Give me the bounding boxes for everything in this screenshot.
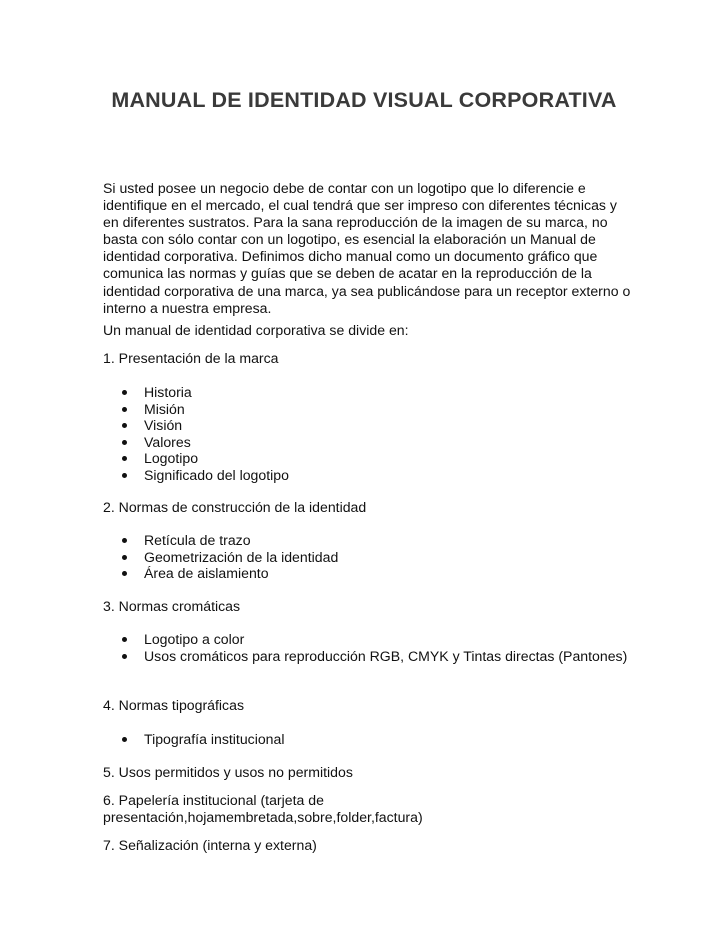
bullet-icon — [122, 456, 127, 461]
section-heading: 5. Usos permitidos y usos no permitidos — [103, 764, 353, 780]
list-item: Significado del logotipo — [103, 467, 631, 484]
bullet-icon — [122, 555, 127, 560]
list-item: Valores — [103, 434, 631, 451]
list-item: Retícula de trazo — [103, 532, 631, 549]
intro-paragraph: Si usted posee un negocio debe de contar con un logotipo que lo diferencie e identifique en el mercado, el cual tendrá que ser impreso con diferentes técnicas y en diferentes sustratos. Para la sana reproducción de la imagen de su marca, no basta con sólo contar con un logotipo, es esencial la elaboración un Manual de identidad corporativa. Definimos dicho manual como un documento gráfico que comunica las normas y guías que se deben de acatar en la reproducción de la identidad corporativa de una marca, ya sea publicándose para un receptor externo o interno a nuestra empresa. — [103, 180, 631, 316]
list-item: Logotipo — [103, 450, 631, 467]
divides-intro: Un manual de identidad corporativa se divide en: — [103, 322, 409, 338]
document-title: MANUAL DE IDENTIDAD VISUAL CORPORATIVA — [111, 88, 617, 112]
bullet-icon — [122, 571, 127, 576]
bullet-icon — [122, 473, 127, 478]
section-heading: 1. Presentación de la marca — [103, 350, 279, 366]
bullet-icon — [122, 654, 127, 659]
list-item: Visión — [103, 417, 631, 434]
list-item: Logotipo a color — [103, 631, 631, 648]
list-item: Usos cromáticos para reproducción RGB, CMYK y Tintas directas (Pantones) — [103, 648, 631, 665]
list-item: Tipografía institucional — [103, 731, 631, 748]
bullet-icon — [122, 423, 127, 428]
bullet-icon — [122, 390, 127, 395]
section-heading: 2. Normas de construcción de la identidad — [103, 499, 367, 515]
bullet-list — [103, 731, 631, 748]
bullet-icon — [122, 538, 127, 543]
bullet-icon — [122, 407, 127, 412]
section-heading: 6. Papelería institucional (tarjeta de presentación,hojamembretada,sobre,folder,factura) — [103, 792, 423, 826]
section-heading: 3. Normas cromáticas — [103, 598, 241, 614]
list-item: Misión — [103, 401, 631, 418]
bullet-icon — [122, 637, 127, 642]
list-item: Área de aislamiento — [103, 565, 631, 582]
bullet-list — [103, 631, 631, 664]
bullet-list — [103, 532, 631, 582]
list-item: Historia — [103, 384, 631, 401]
section-heading: 7. Señalización (interna y externa) — [103, 837, 317, 853]
bullet-icon — [122, 737, 127, 742]
bullet-list — [103, 384, 631, 484]
bullet-icon — [122, 440, 127, 445]
list-item: Geometrización de la identidad — [103, 549, 631, 566]
section-heading: 4. Normas tipográficas — [103, 697, 244, 713]
